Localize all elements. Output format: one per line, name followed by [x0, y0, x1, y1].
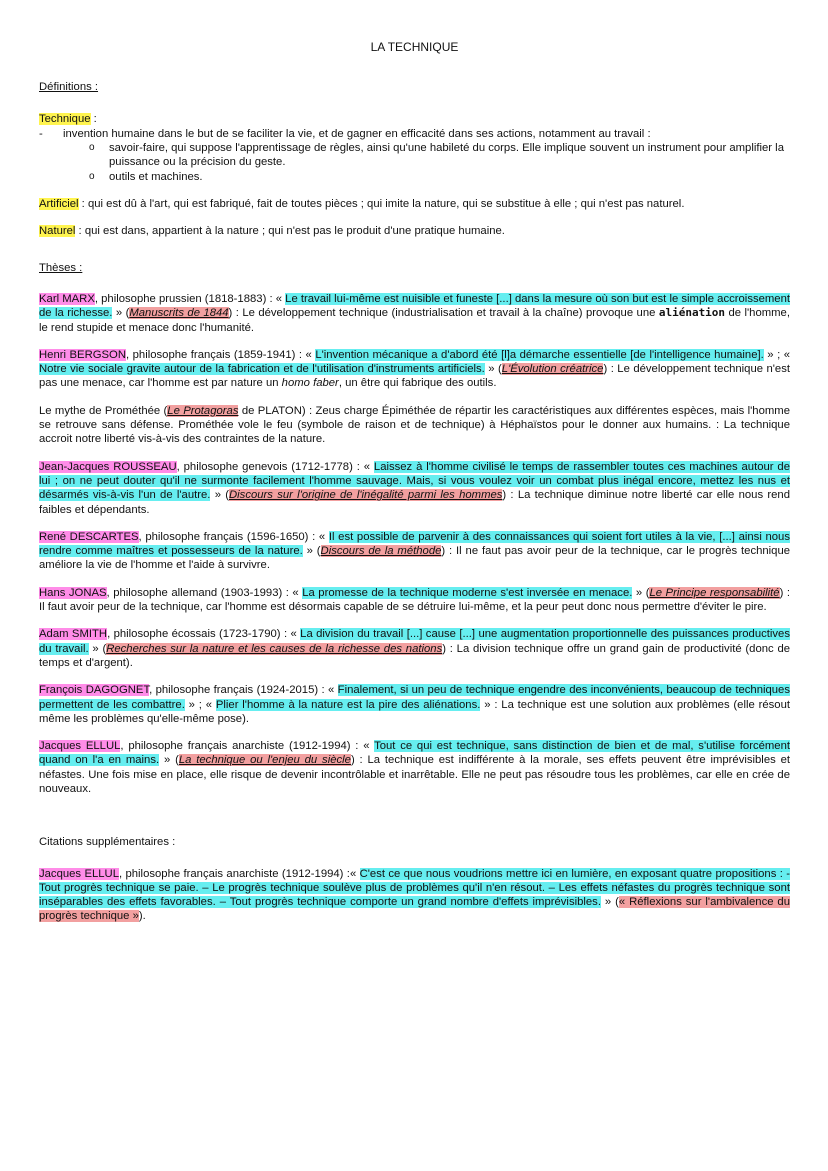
term-technique: Technique — [39, 112, 91, 125]
bullet-marker: o — [89, 170, 95, 182]
author-name: Jacques ELLUL — [39, 740, 121, 753]
quote: La division du travail [...] cause [...] une augmentation proportionnelle des puissances productives du travail. — [39, 628, 790, 655]
bullet-marker: o — [89, 142, 95, 154]
work-title: Discours sur l'origine de l'inégalité parmi les hommes — [229, 489, 503, 502]
key-term: aliénation — [658, 306, 726, 320]
definition-technique: Technique : - invention humaine dans le but de se faciliter la vie, et de gagner en efficacité dans ses actions, notamment au travail : o savoir-faire, qui suppose l'apprentissage de règles, ainsi qu'une habileté du corps. Elle implique souvent un instrument pour amplifier la puissance ou la précision du geste. o outils et machines. — [39, 112, 790, 184]
thesis-ellul: Jacques ELLUL, philosophe français anarchiste (1912-1994) : « Tout ce qui est technique, sans distinction de bien et de mal, s'utilise forcément quand on l'a en mains. » (La technique ou l'enjeu du siècle) : La technique est indifférente à la morale, ses effets peuvent être imprévisibles et néfastes. Une fois mise en place, elle risque de devenir incontrôlable et inarrêtable. Elle ne peut pas résoudre tous les problèmes, car elle en crée de nouveaux. — [39, 740, 791, 795]
work-title: La technique ou l'enjeu du siècle — [178, 754, 351, 767]
author-name: Jacques ELLUL — [39, 867, 119, 880]
thesis-bergson: Henri BERGSON, philosophe français (1859-1941) : « L'invention mécanique a d'abord été [l]a démarche essentielle [de l'intelligence humaine]. » ; « Notre vie sociale gravite autour de la fabrication et de l'utilisation d'instruments artificiels. » (L'Évolution créatrice) : Le développement technique n'est pas une menace, car l'homme est par nature un homo faber, un être qui fabrique des outils. — [39, 348, 790, 390]
quote: Tout ce qui est technique, sans distinction de bien et de mal, s'utilise forcément quand on l'a en mains. — [39, 740, 790, 767]
author-name: Hans JONAS — [39, 586, 107, 599]
thesis-promethee: Le mythe de Prométhée (Le Protagoras de PLATON) : Zeus charge Épiméthée de répartir les caractéristiques aux différentes espèces, mais l'homme se retrouve sans défense. Prométhée vole le feu (symbole de raison et de technique) à Héphaïstos pour le donner aux humains. : La technique accroit notre liberté vis-à-vis des contraintes de la nature. — [39, 404, 790, 446]
dash-marker: - — [39, 127, 43, 140]
definition-naturel: Naturel : qui est dans, appartient à la nature ; qui n'est pas le produit d'une pratique humaine. — [39, 225, 505, 238]
quote: Finalement, si un peu de technique engendre des inconvénients, beaucoup de techniques permettent de les combattre. — [39, 684, 790, 711]
work-title: Manuscrits de 1844 — [129, 307, 229, 320]
theses-heading: Thèses : — [39, 261, 83, 274]
quote: Il est possible de parvenir à des connaissances qui soient fort utiles à la vie, [...] ainsi nous rendre comme maîtres et possesseurs de la nature. — [39, 530, 790, 558]
quote: Le travail lui-même est nuisible et funeste [...] dans la mesure où son but est le simple accroissement de la richesse. — [39, 292, 791, 320]
supplement-ellul: Jacques ELLUL, philosophe français anarchiste (1912-1994) :« C'est ce que nous voudrions mettre ici en lumière, en exposant quatre propositions : - Tout progrès technique se paie. – Le progrès technique soulève plus de problèmes qu'il n'en résout. – Les effets néfastes du progrès technique sont inséparables des effets favorables. – Tout progrès technique comporte un grand nombre d'effets imprévisibles. » (« Réflexions sur l'ambivalence du progrès technique »). — [39, 867, 790, 923]
work-title: « Réflexions sur l'ambivalence du progrès technique » — [39, 896, 790, 923]
thesis-descartes: René DESCARTES, philosophe français (1596-1650) : « Il est possible de parvenir à des connaissances qui soient fort utiles à la vie, [...] ainsi nous rendre comme maîtres et possesseurs de la nature. » (Discours de la méthode) : Il ne faut pas avoir peur de la technique, car le progrès technique améliore la vie de l'homme et l'aide à survivre. — [39, 530, 791, 572]
work-title: Discours de la méthode — [320, 545, 442, 558]
term-naturel: Naturel — [39, 225, 76, 238]
thesis-rousseau: Jean-Jacques ROUSSEAU, philosophe genevois (1712-1778) : « Laissez à l'homme civilisé le temps de rassembler toutes ces machines autour de lui ; on ne peut douter qu'il ne surmonte facilement l'homme sauvage. Mais, si vous voulez voir un combat plus inégal encore, mettez les nus et désarmés vis-à-vis l'un de l'autre. » (Discours sur l'origine de l'inégalité parmi les hommes) : La technique diminue notre liberté car elle nous rend faibles et dépendants. — [39, 460, 790, 516]
work-title: Recherches sur la nature et les causes de la richesse des nations — [106, 642, 443, 655]
definitions-heading: Définitions : — [39, 81, 99, 94]
term-artificiel: Artificiel — [39, 198, 79, 211]
work-title: Le Principe responsabilité — [649, 586, 780, 599]
work-title: Le Protagoras — [167, 404, 239, 417]
technique-bullet-1: o savoir-faire, qui suppose l'apprentissage de règles, ainsi qu'une habileté du corps. Elle implique souvent un instrument pour amplifier la puissance ou la précision du geste. — [89, 142, 784, 169]
document-content — [39, 40, 790, 924]
author-name: Karl MARX — [39, 292, 95, 305]
page-title: LA TECHNIQUE — [370, 40, 459, 54]
quote: Notre vie sociale gravite autour de la fabrication et de l'utilisation d'instruments artificiels. — [39, 363, 485, 376]
author-name: Adam SMITH — [39, 628, 108, 641]
thesis-smith: Adam SMITH, philosophe écossais (1723-1790) : « La division du travail [...] cause [...] une augmentation proportionnelle des puissances productives du travail. » (Recherches sur la nature et les causes de la richesse des nations) : La division technique offre un grand gain de productivité (donc de temps et d'argent). — [39, 628, 791, 669]
author-name: Henri BERGSON — [39, 348, 126, 361]
quote: C'est ce que nous voudrions mettre ici en lumière, en exposant quatre propositions : - Tout progrès technique se paie. – Le progrès technique soulève plus de problèmes qu'il n'en résout. – Les effets néfastes du progrès technique sont inséparables des effets favorables. – Tout progrès technique comporte un grand nombre d'effets imprévisibles. — [39, 867, 790, 909]
quote: L'invention mécanique a d'abord été [l]a démarche essentielle [de l'intelligence humaine]. — [315, 348, 764, 361]
author-name: Jean-Jacques ROUSSEAU — [39, 460, 177, 473]
technique-dash-item — [39, 127, 790, 141]
supplement-heading: Citations supplémentaires : — [39, 836, 176, 849]
work-title: L'Évolution créatrice — [501, 363, 604, 376]
definition-artificiel: Artificiel : qui est dû à l'art, qui est fabriqué, fait de toutes pièces ; qui imite la nature, qui se substitue à elle ; qui n'est pas naturel. — [39, 198, 685, 211]
quote: La promesse de la technique moderne s'est inversée en menace. — [302, 586, 633, 599]
thesis-jonas: Hans JONAS, philosophe allemand (1903-1993) : « La promesse de la technique moderne s'est inversée en menace. » (Le Principe responsabilité) : Il faut avoir peur de la technique, car l'homme est désormais capable de se détruire lui-même, et la peur peut donc nous permettre d'éviter le pire. — [39, 586, 790, 614]
author-name: François DAGOGNET — [39, 684, 150, 697]
thesis-dagognet: François DAGOGNET, philosophe français (1924-2015) : « Finalement, si un peu de technique engendre des inconvénients, beaucoup de techniques permettent de les combattre. » ; « Plier l'homme à la nature est la pire des aliénations. » : La technique est une solution aux problèmes (elle résout même les problèmes qu'elle-même pose). — [39, 684, 790, 725]
quote: Laissez à l'homme civilisé le temps de rassembler toutes ces machines autour de lui ; on ne peut douter qu'il ne surmonte facilement l'homme sauvage. Mais, si vous voulez voir un combat plus inégal encore, mettez les nus et désarmés vis-à-vis l'un de l'autre. — [39, 460, 790, 502]
technique-bullet-2: o outils et machines. — [89, 170, 203, 183]
technique-main-text: invention humaine dans le but de se faciliter la vie, et de gagner en efficacité dans ses actions, notamment au travail : — [63, 127, 651, 140]
quote: Plier l'homme à la nature est la pire des aliénations. — [215, 698, 481, 711]
thesis-marx: Karl MARX, philosophe prussien (1818-1883) : « Le travail lui-même est nuisible et funeste [...] dans la mesure où son but est le simple accroissement de la richesse. » (Manuscrits de 1844) : Le développement technique (industrialisation et travail à la chaîne) provoque une aliénation de l'homme, le rend stupide et menace donc l'humanité. — [39, 292, 791, 334]
author-name: René DESCARTES — [39, 530, 139, 543]
